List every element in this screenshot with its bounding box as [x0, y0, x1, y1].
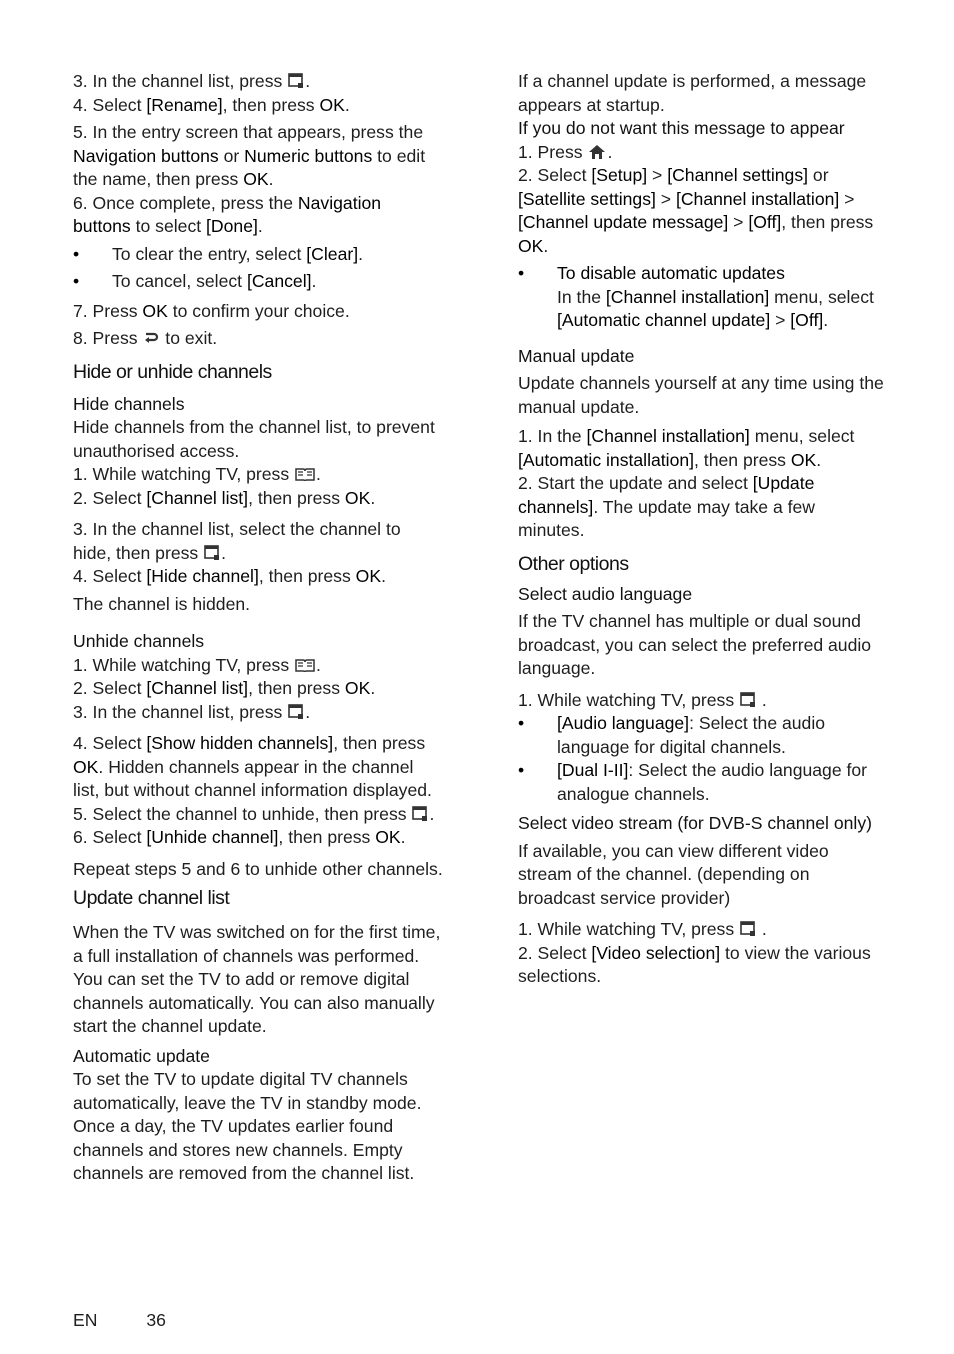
guide-icon — [295, 467, 315, 482]
unhide-step-3: 3. In the channel list, press . — [73, 701, 311, 722]
heading-unhide-channels: Unhide channels — [73, 631, 205, 651]
manual-step-1: 1. In the [Channel installation] menu, select [Automatic installation], then press OK. — [518, 426, 855, 470]
manual-intro: Update channels yourself at any time using the manual update. — [518, 373, 884, 417]
video-intro: If available, you can view different video stream of the channel. (depending on broadcast service provider) — [518, 840, 829, 908]
bullet-cancel: • To cancel, select [Cancel]. — [73, 270, 443, 294]
options-icon — [740, 692, 756, 708]
disable-auto-bullets — [518, 262, 884, 333]
heading-other-options: Other options — [518, 552, 629, 575]
hide-step-3: 3. In the channel list, select the channel to hide, then press . — [73, 519, 401, 563]
guide-icon — [295, 658, 315, 673]
heading-video-stream: Select video stream (for DVB-S channel only) — [518, 813, 872, 833]
unhide-step-5: 5. Select the channel to unhide, then press . — [73, 803, 435, 824]
hide-step-1: 1. While watching TV, press . — [73, 464, 321, 484]
options-icon — [288, 704, 304, 720]
heading-update-channel-list: Update channel list — [73, 887, 230, 909]
hide-step-4: 4. Select [Hide channel], then press OK. — [73, 566, 386, 586]
heading-manual-update: Manual update — [518, 345, 635, 366]
options-icon — [412, 806, 428, 822]
heading-hide-channels: Hide channels — [73, 393, 185, 414]
bullet-disable-auto: • To disable automatic updates In the [Channel installation] menu, select [Automatic channel update] > [Off]. — [518, 262, 884, 333]
hide-intro: Hide channels from the channel list, to prevent unauthorised access. — [73, 417, 435, 461]
bullet-clear: • To clear the entry, select [Clear]. — [73, 243, 443, 267]
back-icon — [143, 330, 159, 346]
footer-language: EN — [73, 1310, 98, 1330]
hide-step-2: 2. Select [Channel list], then press OK. — [73, 487, 376, 508]
step-8-rename: 8. Press to exit. — [73, 328, 218, 348]
home-icon — [588, 144, 606, 160]
page-number: 36 — [146, 1310, 166, 1330]
heading-hide-unhide: Hide or unhide channels — [73, 360, 272, 383]
bullet-audio-language: • [Audio language]: Select the audio language for digital channels. — [518, 712, 884, 759]
right-column — [518, 70, 884, 989]
video-step-2: 2. Select [Video selection] to view the various selections. — [518, 942, 871, 986]
manual-step-2: 2. Start the update and select [Update channels]. The update may take a few minutes. — [518, 473, 816, 540]
video-step-1: 1. While watching TV, press . — [518, 919, 767, 939]
step-5-rename: 5. In the entry screen that appears, press the Navigation buttons or Numeric buttons to edit the name, then press OK. — [73, 122, 426, 189]
options-icon — [740, 921, 756, 937]
bullet-dual: • [Dual I-II]: Select the audio language for analogue channels. — [518, 759, 884, 806]
auto-update-para: To set the TV to update digital TV channels automatically, leave the TV in standby mode. Once a day, the TV updates earlier found channels and stores new channels. Empty channels are removed from the channel list. — [73, 1069, 422, 1183]
heading-no-message: If you do not want this message to appear — [518, 118, 845, 138]
update-para-2: You can set the TV to add or remove digital channels automatically. You can also manually start the channel update. — [73, 969, 435, 1036]
disable-auto-title: To disable automatic updates — [557, 263, 785, 283]
audio-bullets — [518, 712, 884, 806]
left-column — [73, 70, 443, 1186]
heading-audio-language: Select audio language — [518, 583, 693, 604]
options-icon — [288, 73, 304, 89]
heading-automatic-update: Automatic update — [73, 1045, 210, 1066]
update-message-intro: If a channel update is performed, a message appears at startup. — [518, 71, 867, 115]
step-6-rename: 6. Once complete, press the Navigation buttons to select [Done]. — [73, 192, 382, 236]
update-para-1: When the TV was switched on for the first time, a full installation of channels was performed. — [73, 922, 441, 966]
no-message-step-1: 1. Press . — [518, 141, 613, 162]
unhide-step-2: 2. Select [Channel list], then press OK. — [73, 678, 376, 698]
unhide-step-1: 1. While watching TV, press . — [73, 654, 321, 675]
step-4-rename: 4. Select [Rename], then press OK. — [73, 94, 350, 115]
unhide-step-4: 4. Select [Show hidden channels], then press OK. Hidden channels appear in the channel list, but without channel information displayed. — [73, 733, 432, 800]
step-3-rename: 3. In the channel list, press . — [73, 71, 311, 91]
page-footer — [73, 1309, 166, 1333]
hide-result: The channel is hidden. — [73, 593, 251, 614]
audio-step-1: 1. While watching TV, press . — [518, 689, 767, 710]
no-message-step-2: 2. Select [Setup] > [Channel settings] or [Satellite settings] > [Channel installation] > [Channel update message] > [Off], then press OK. — [518, 165, 874, 256]
step-7-rename: 7. Press OK to confirm your choice. — [73, 300, 350, 321]
unhide-step-6: 6. Select [Unhide channel], then press OK. — [73, 827, 406, 847]
unhide-repeat: Repeat steps 5 and 6 to unhide other channels. — [73, 858, 443, 879]
options-icon — [204, 545, 220, 561]
rename-bullets — [73, 243, 443, 294]
audio-intro: If the TV channel has multiple or dual sound broadcast, you can select the preferred audio language. — [518, 611, 872, 678]
